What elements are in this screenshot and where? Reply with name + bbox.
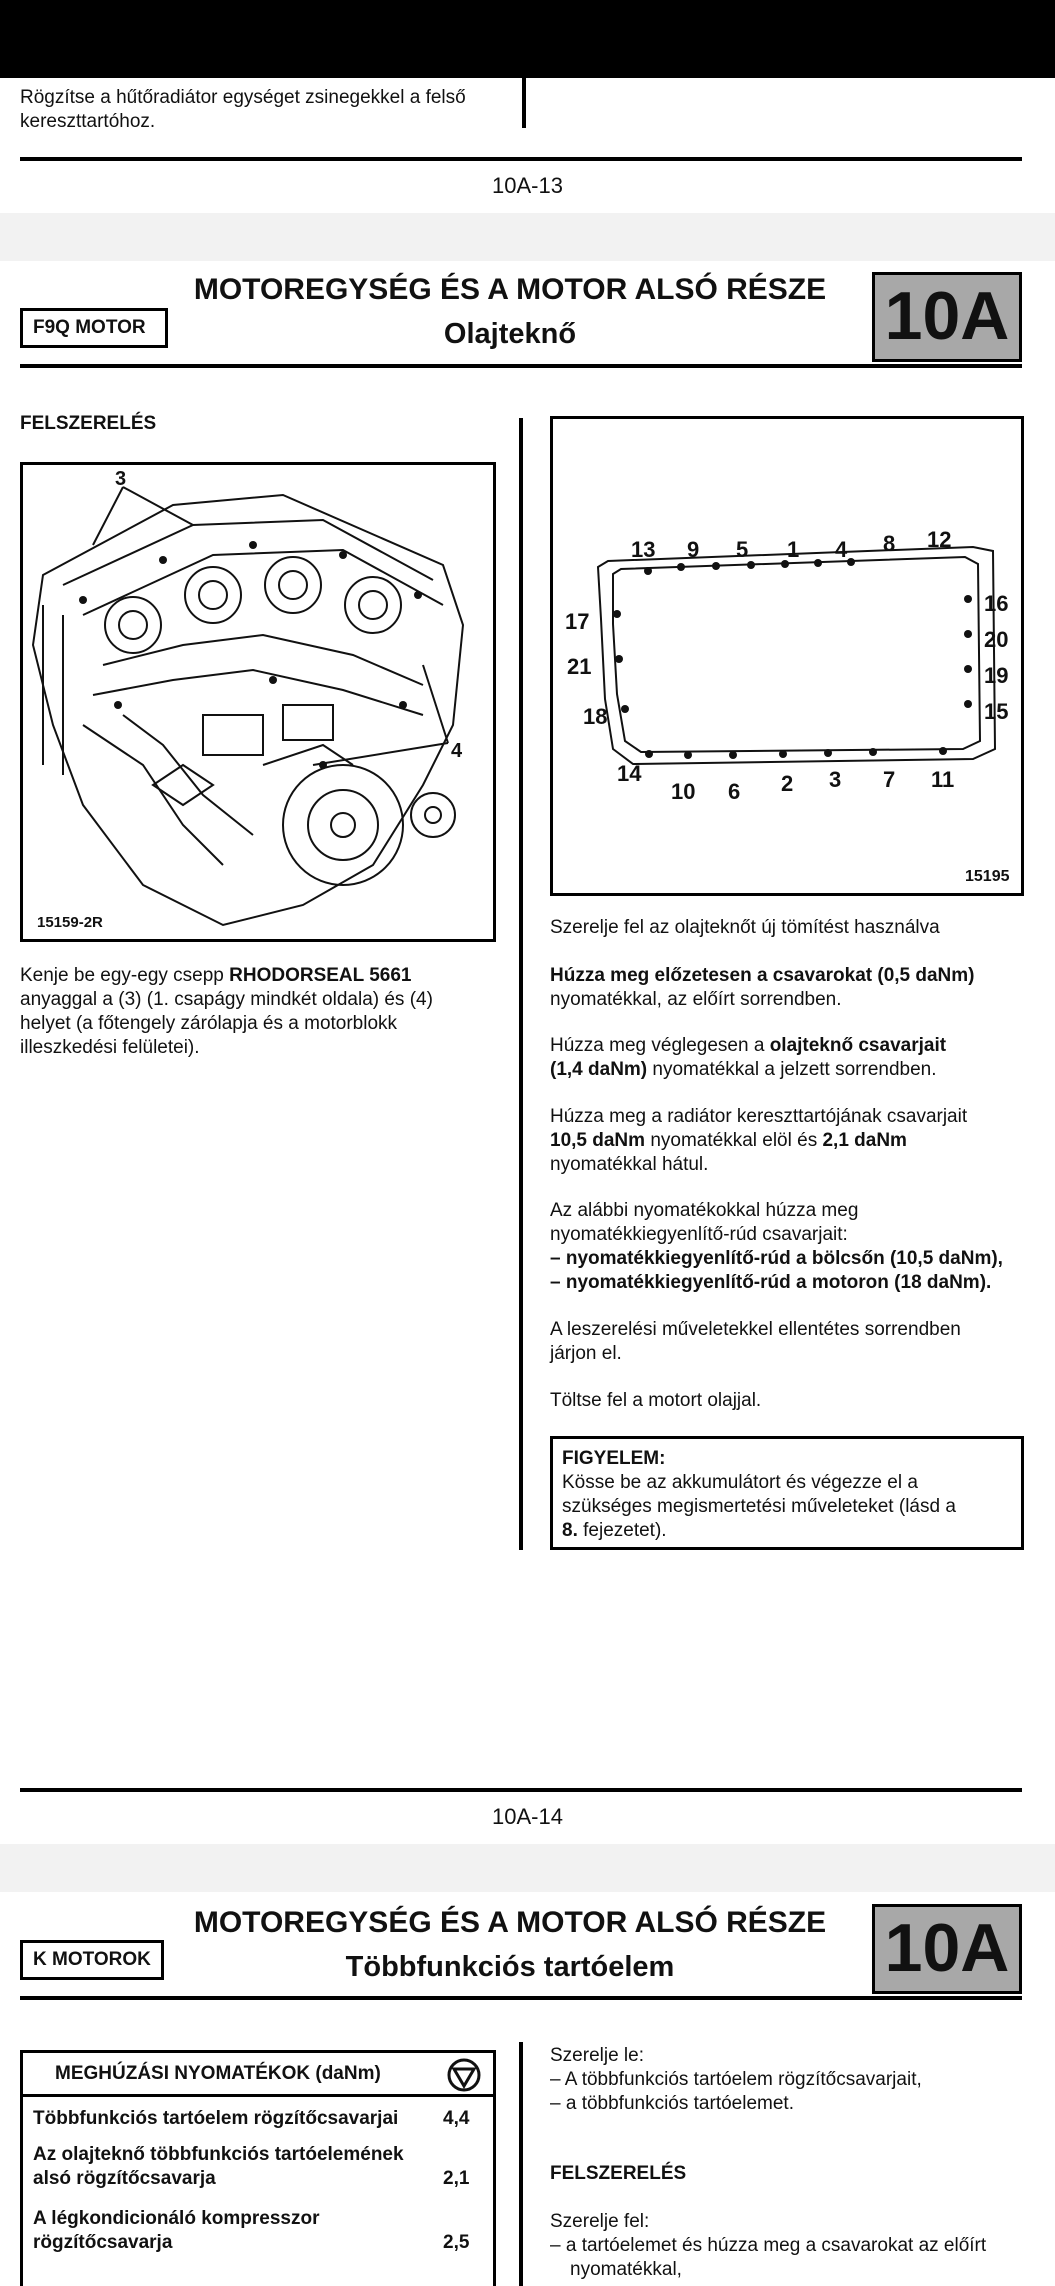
page-subtitle: Többfunkciós tartóelem (345, 1951, 675, 1983)
chapter-badge: 10A (872, 272, 1022, 362)
bolt-label: 5 (736, 537, 749, 562)
section-heading: FELSZERELÉS (20, 413, 157, 434)
torque-wrench-icon (447, 2058, 481, 2092)
bolt-label: 4 (835, 537, 848, 562)
instruction-line: nyomatékkal, az előírt sorrendben. (550, 989, 842, 1010)
figure-ref: 15159-2R (37, 914, 103, 931)
header-rule (20, 1996, 1022, 2000)
bolt-label: 12 (927, 527, 952, 552)
bolt-label: 15 (984, 699, 1009, 724)
torque-table (20, 2050, 496, 2286)
page-subtitle: Olajteknő (443, 318, 577, 350)
bolt-label: 11 (931, 767, 955, 792)
column-divider (519, 2042, 523, 2286)
chapter-badge: 10A (872, 1904, 1022, 1994)
instruction-line: Húzza meg a radiátor kereszttartójának csavarjait (550, 1106, 968, 1127)
bolt-label: 6 (728, 779, 741, 804)
warning-line: 8. fejezetet). (562, 1520, 667, 1541)
instruction-bullet: – a többfunkciós tartóelemet. (550, 2093, 794, 2114)
warning-line: szükséges megismertetési műveleteket (lásd a (562, 1496, 956, 1517)
torque-table-header (23, 2053, 493, 2097)
bolt-label: 19 (984, 663, 1009, 688)
bolt-label: 2 (781, 771, 794, 796)
instruction-line: Szerelje le: (550, 2045, 644, 2066)
instruction-line: helyet (a főtengely zárólapja és a motorblokk (20, 1013, 398, 1034)
torque-label: rögzítőcsavarja (33, 2232, 173, 2253)
motor-label: F9Q MOTOR (20, 308, 168, 348)
bolt-label: 10 (671, 779, 696, 804)
instruction-bullet: nyomatékkal, (570, 2259, 682, 2280)
status-bar (0, 0, 1055, 78)
fix-text-line: Rögzítse a hűtőradiátor egységet zsinegekkel a felső (20, 87, 466, 108)
torque-row (23, 2143, 493, 2197)
instruction-line: Az alábbi nyomatékokkal húzza meg (550, 1200, 859, 1221)
bolt-label: 1 (787, 537, 800, 562)
footer-rule (20, 157, 1022, 161)
instruction-line: Húzza meg előzetesen a csavarokat (0,5 daNm) (550, 965, 975, 986)
instruction-line: (1,4 daNm) nyomatékkal a jelzett sorrendben. (550, 1059, 937, 1080)
instruction-line: illeszkedési felületei). (20, 1037, 200, 1058)
bolt-label: 13 (631, 537, 656, 562)
instruction-line: A leszerelési műveletekkel ellentétes sorrendben (550, 1319, 961, 1340)
torque-label: alsó rögzítőcsavarja (33, 2168, 216, 2189)
bolt-label: 16 (984, 591, 1009, 616)
bolt-label: 3 (829, 767, 842, 792)
warning-line: Kösse be az akkumulátort és végezze el a (562, 1472, 918, 1493)
instruction-line: Szerelje fel: (550, 2211, 650, 2232)
warning-title: FIGYELEM: (562, 1448, 666, 1469)
instruction-line: Húzza meg véglegesen a olajteknő csavarjait (550, 1035, 947, 1056)
column-divider (519, 418, 523, 1550)
callout-3: 3 (115, 468, 127, 490)
header-rule (20, 364, 1022, 368)
instruction-bullet: – A többfunkciós tartóelem rögzítőcsavarjait, (550, 2069, 922, 2090)
oil-pan-bolt-diagram (553, 419, 1021, 893)
instruction-line: járjon el. (550, 1343, 622, 1364)
page-gap (0, 213, 1055, 261)
bolt-label: 18 (583, 704, 608, 729)
torque-label: Az olajteknő többfunkciós tartóelemének (33, 2144, 404, 2165)
instruction-line: Töltse fel a motort olajjal. (550, 1390, 762, 1411)
motor-label: K MOTOROK (20, 1940, 164, 1980)
fix-text-line: kereszttartóhoz. (20, 111, 156, 132)
footer-rule (20, 1788, 1022, 1792)
section-heading: FELSZERELÉS (550, 2163, 687, 2184)
page-title: MOTOREGYSÉG ÉS A MOTOR ALSÓ RÉSZE (193, 1906, 827, 1939)
torque-label: Többfunkciós tartóelem rögzítőcsavarjai (33, 2108, 399, 2129)
torque-value: 2,1 (443, 2168, 470, 2189)
instruction-line: Kenje be egy-egy csepp RHODORSEAL 5661 (20, 965, 412, 986)
bolt-label: 14 (617, 761, 642, 786)
instruction-line: 10,5 daNm nyomatékkal elöl és 2,1 daNm (550, 1130, 907, 1151)
bolt-label: 17 (565, 609, 590, 634)
bolt-label: 7 (883, 767, 896, 792)
torque-value: 2,5 (443, 2232, 470, 2253)
page-title: MOTOREGYSÉG ÉS A MOTOR ALSÓ RÉSZE (193, 273, 827, 306)
page-gap (0, 1844, 1055, 1892)
column-divider (522, 78, 526, 128)
torque-table-title: MEGHÚZÁSI NYOMATÉKOK (daNm) (55, 2063, 381, 2084)
instruction-line: anyaggal a (3) (1. csapágy mindkét oldala) és (4) (20, 989, 433, 1010)
figure-ref: 15195 (965, 868, 1010, 885)
torque-row (23, 2207, 493, 2261)
bolt-label: 21 (567, 654, 592, 679)
callout-4: 4 (451, 740, 463, 762)
bolt-label: 20 (984, 627, 1009, 652)
torque-label: A légkondicionáló kompresszor (33, 2208, 320, 2229)
engine-block-illustration (23, 465, 493, 939)
instruction-line: Szerelje fel az olajteknőt új tömítést használva (550, 917, 940, 938)
page-number: 10A-14 (492, 1804, 563, 1829)
bolt-label: 9 (687, 537, 700, 562)
instruction-bullet: – nyomatékkiegyenlítő-rúd a motoron (18 daNm). (550, 1272, 992, 1293)
engine-block-figure (20, 462, 496, 942)
page-number: 10A-13 (492, 173, 563, 198)
instruction-line: nyomatékkiegyenlítő-rúd csavarjait: (550, 1224, 848, 1245)
instruction-bullet: – nyomatékkiegyenlítő-rúd a bölcsőn (10,5 daNm), (550, 1248, 1003, 1269)
torque-value: 4,4 (443, 2108, 470, 2129)
instruction-bullet: – a tartóelemet és húzza meg a csavarokat az előírt (550, 2235, 987, 2256)
instruction-line: nyomatékkal hátul. (550, 1154, 709, 1175)
bolt-label: 8 (883, 531, 896, 556)
oil-pan-figure (550, 416, 1024, 896)
torque-row (23, 2107, 493, 2137)
